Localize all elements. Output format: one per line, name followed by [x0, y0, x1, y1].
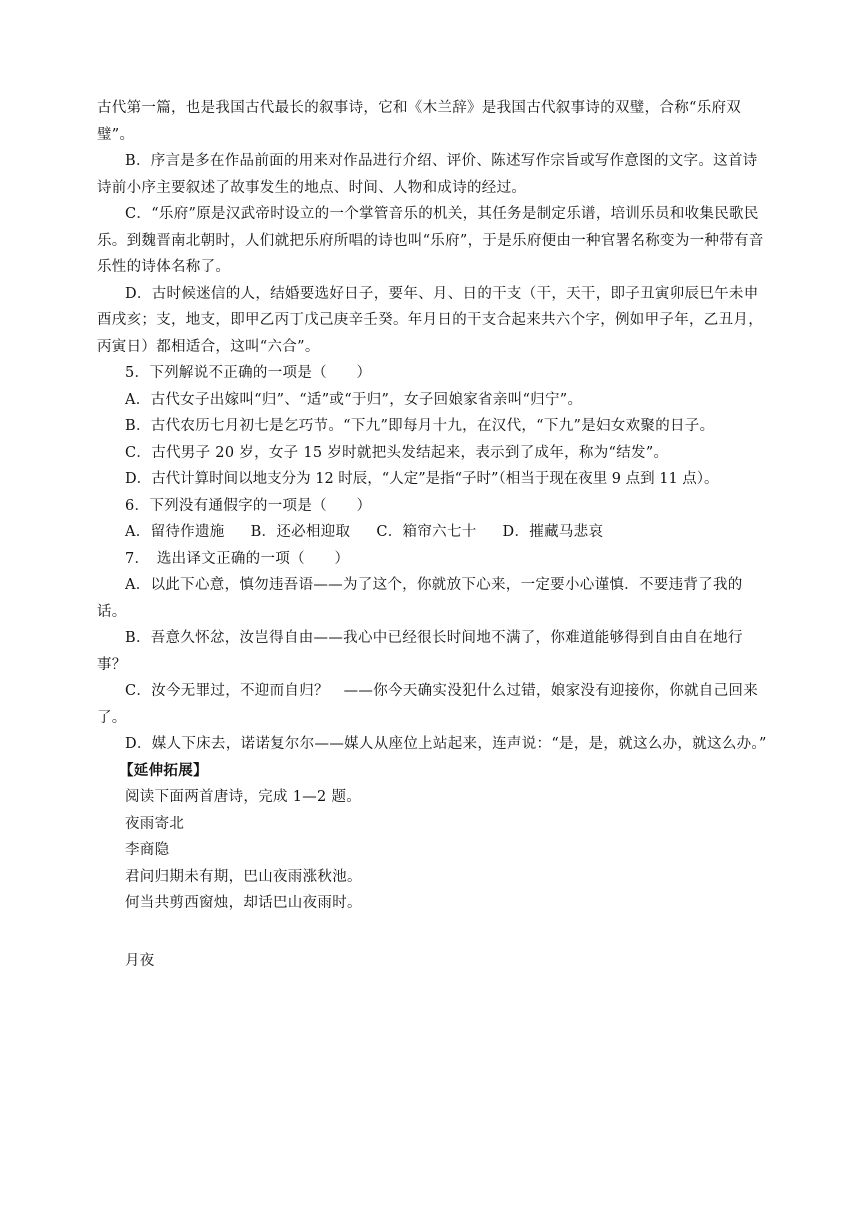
question-7-option-d: D．媒人下床去，诺诺复尔尔——媒人从座位上站起来，连声说：“是，是，就这么办，就这么办。”	[125, 736, 767, 752]
question-7-option-a: A．以此下心意，慎勿违吾语——为了这个，你就放下心来，一定要小心谨慎．不要违背了我的话。	[97, 577, 743, 620]
document-body	[97, 95, 767, 974]
question-6-option-c: C．箱帘六七十	[376, 524, 477, 540]
question-5-option-a: A．古代女子出嫁叫“归”、“适”或“于归”，女子回娘家省亲叫“归宁”。	[125, 391, 583, 408]
section-spacer	[97, 917, 767, 948]
question-6-options	[97, 519, 767, 546]
poem-1-author: 李商隐	[125, 842, 170, 858]
question-6-stem: 6．下列没有通假字的一项是（ ）	[125, 497, 372, 514]
question-7-stem: 7． 选出译文正确的一项（ ）	[125, 550, 350, 567]
question-5-stem: 5．下列解说不正确的一项是（ ）	[125, 365, 372, 381]
question-5-option-b: B．古代农历七月初七是乞巧节。“下九”即每月十九，在汉代，“下九”是妇女欢聚的日子。	[125, 418, 715, 434]
question-5-option-c: C．古代男子 20 岁，女子 15 岁时就把头发结起来，表示到了成年，称为“结发”。	[125, 444, 669, 461]
option-b-paragraph: B．序言是多在作品前面的用来对作品进行介绍、评价、陈述写作宗旨或写作意图的文字。这首诗诗前小序主要叙述了故事发生的地点、时间、人物和成诗的经过。	[97, 153, 758, 196]
option-d-paragraph: D．古时候迷信的人，结婚要选好日子，要年、月、日的干支（干，天干，即子丑寅卯辰巳午未申酉戌亥；支，地支，即甲乙丙丁戊己庚辛壬癸。年月日的干支合起来共六个字，例如甲子年，乙丑月，丙寅日）都相适合，这叫“六合”。	[97, 285, 763, 355]
poem-1-line-2: 何当共剪西窗烛，却话巴山夜雨时。	[125, 895, 362, 911]
option-c-paragraph: C．“乐府”原是汉武帝时设立的一个掌管音乐的机关，其任务是制定乐谱，培训乐员和收集民歌民乐。到魏晋南北朝时，人们就把乐府所唱的诗也叫“乐府”，于是乐府便由一种官署名称变为一种带有音乐性的诗体名称了。	[97, 206, 764, 275]
extension-heading: 【延伸拓展】	[119, 761, 208, 779]
poem-1-line-1: 君问归期未有期，巴山夜雨涨秋池。	[125, 868, 362, 885]
question-7-option-c: C．汝今无罪过，不迎而自归？ ——你今天确实没犯什么过错，娘家没有迎接你，你就自己回来了。	[97, 683, 758, 726]
question-5-option-d: D．古代计算时间以地支分为 12 时辰，“人定”是指“子时”（相当于现在夜里 9 点到 11 点）。	[125, 471, 719, 487]
question-6-option-b: B．还必相迎取	[250, 524, 351, 540]
question-7-option-b: B．吾意久怀忿，汝岂得自由——我心中已经很长时间地不满了，你难道能够得到自由自在地行事？	[97, 630, 743, 673]
question-6-option-a: A．留待作遗施	[125, 524, 225, 540]
poem-2-title: 月夜	[125, 952, 155, 969]
question-6-option-d: D．摧藏马悲哀	[502, 524, 604, 540]
extension-instruction: 阅读下面两首唐诗，完成 1—2 题。	[125, 789, 362, 805]
poem-1-title: 夜雨寄北	[125, 815, 185, 832]
intro-paragraph: 古代第一篇，也是我国古代最长的叙事诗，它和《木兰辞》是我国古代叙事诗的双璧，合称“乐府双璧”。	[97, 100, 742, 143]
